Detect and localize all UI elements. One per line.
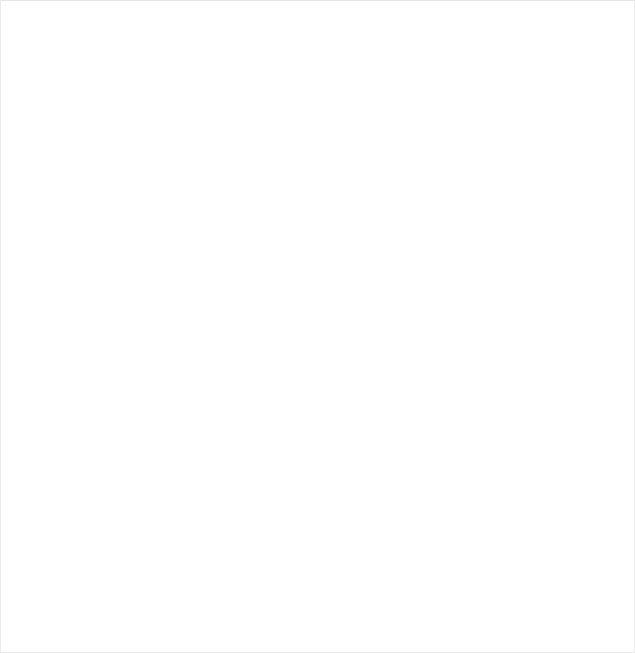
chart-plot bbox=[0, 0, 635, 653]
